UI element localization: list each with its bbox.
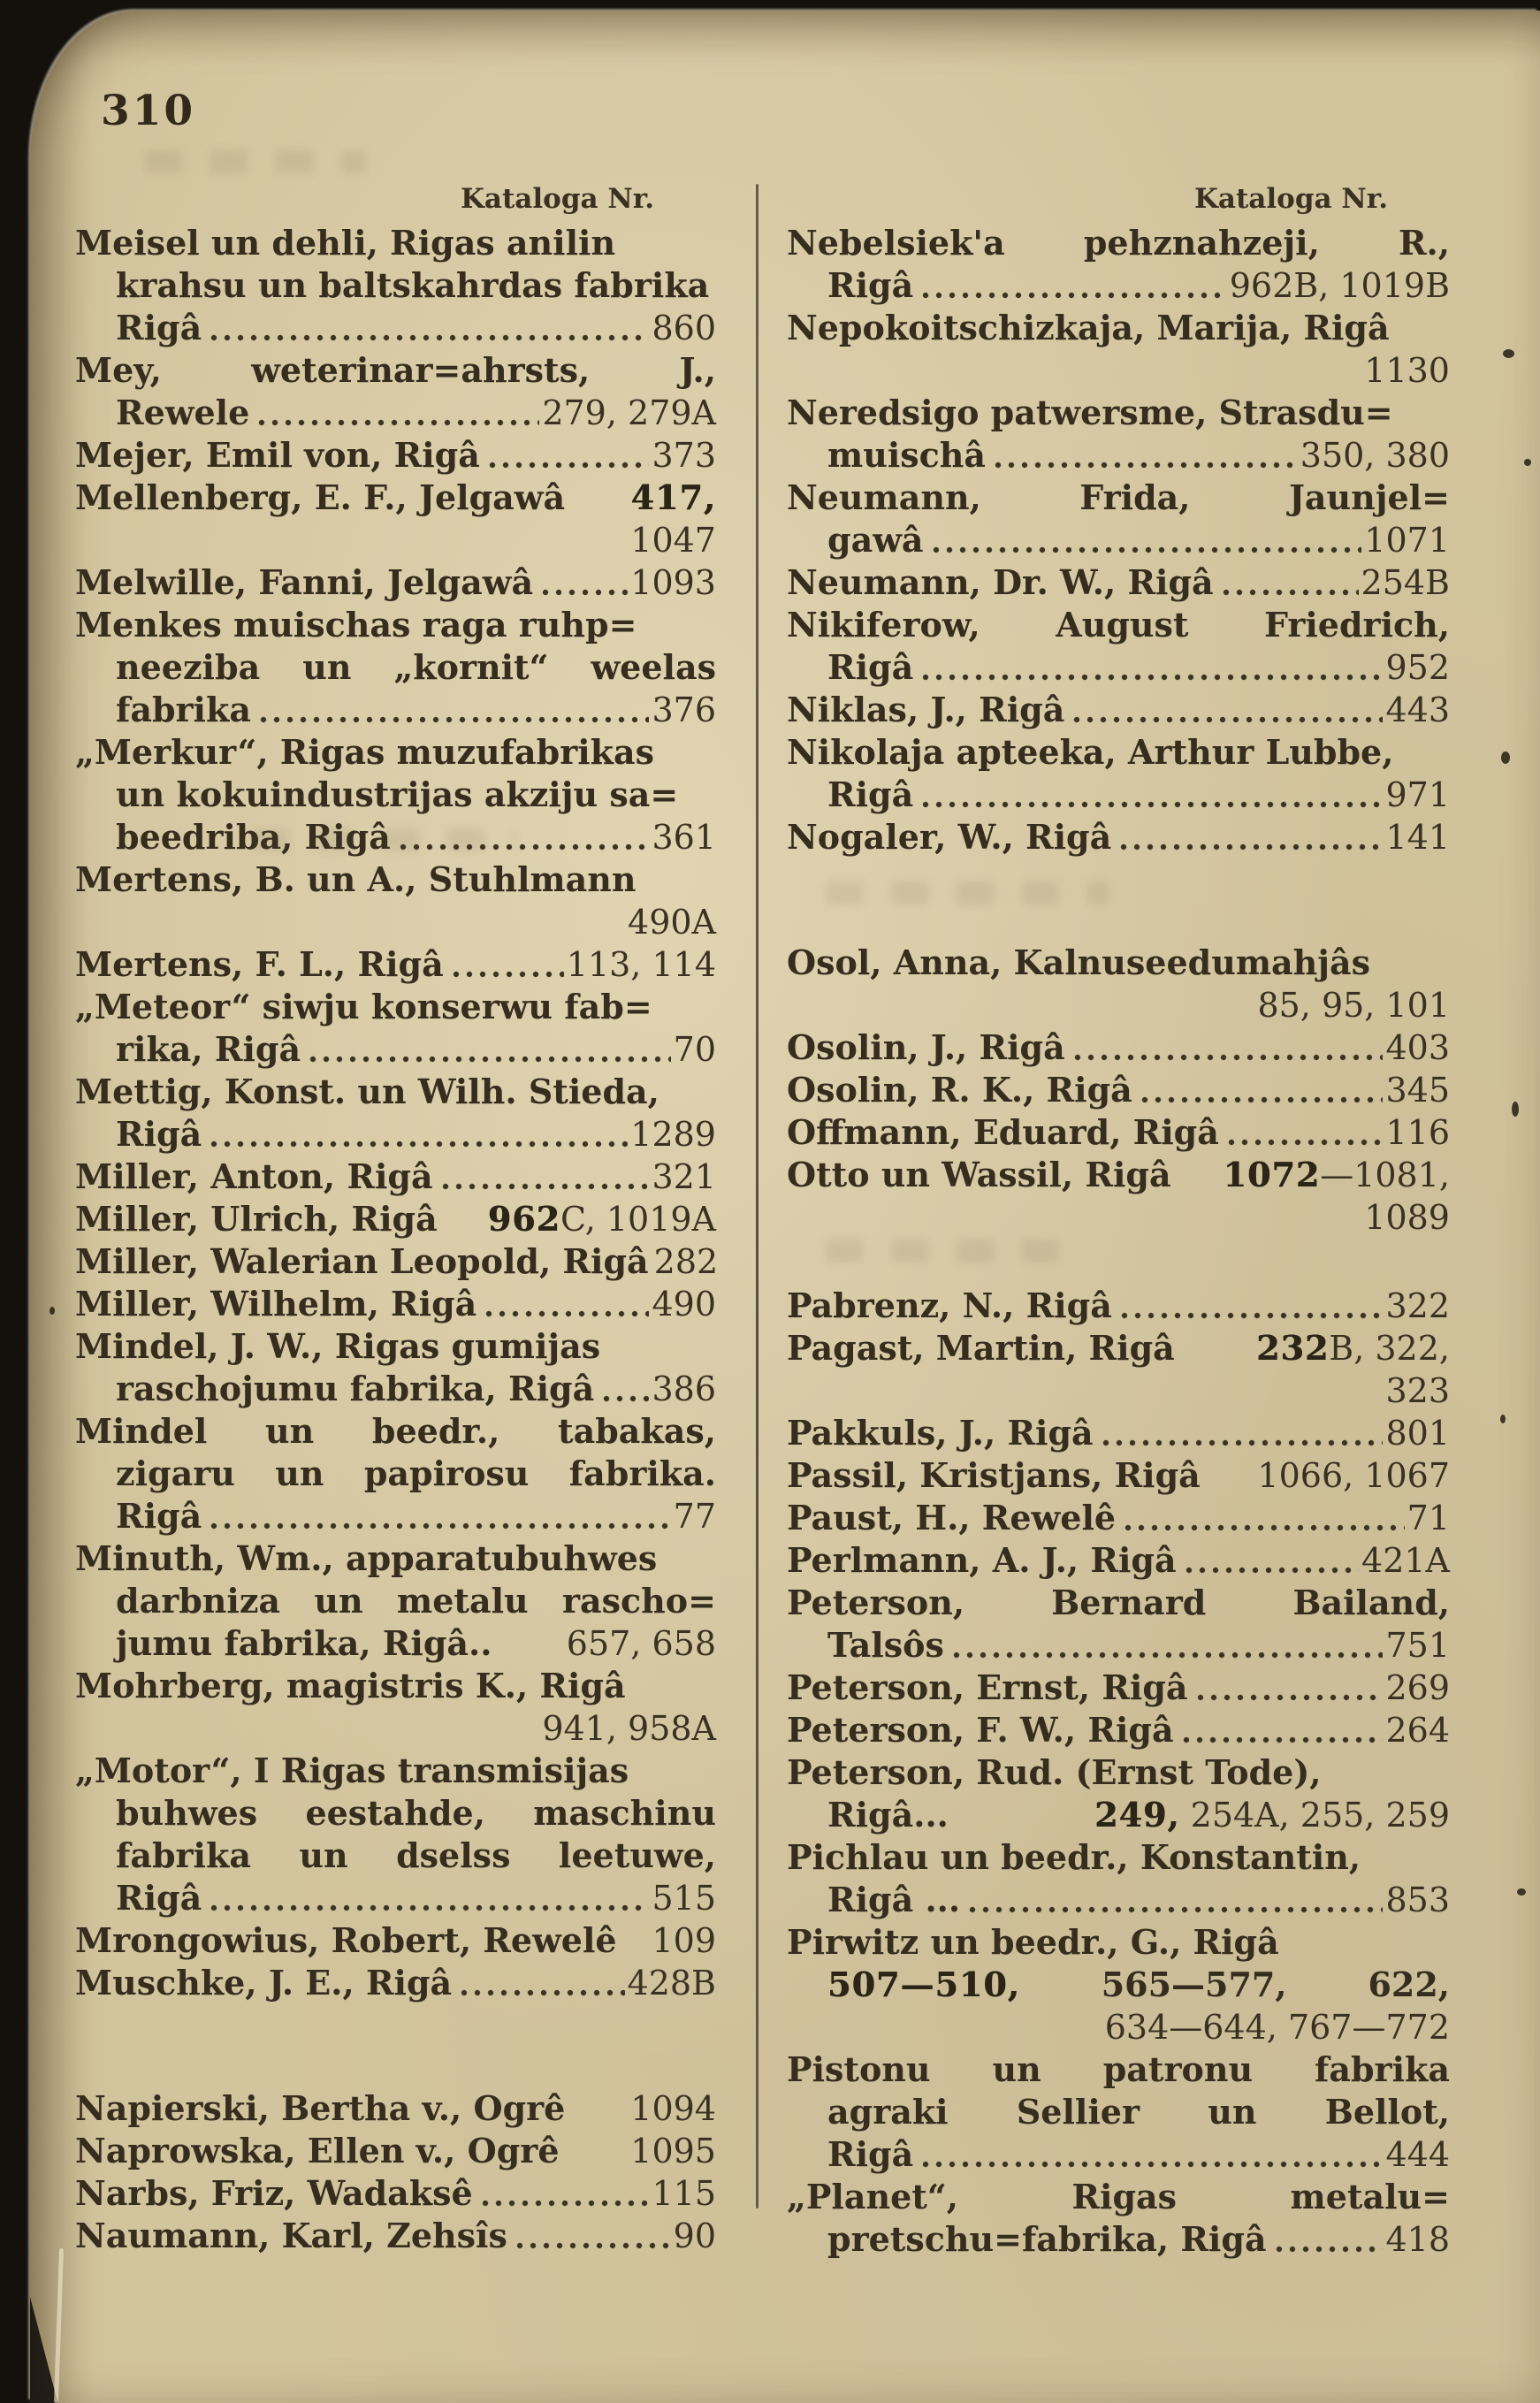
index-entry: [75, 477, 716, 561]
index-entry: [75, 1410, 716, 1537]
entry-line: Miller, Walerian Leopold, Rigâ 282: [75, 1241, 719, 1281]
entry-line: Rewele 279, 279A: [116, 393, 716, 432]
entry-line: Mellenberg, E. F., Jelgawâ 417,: [75, 477, 716, 517]
entry-line: Melwille, Fanni, Jelgawâ 1093: [75, 562, 716, 602]
entry-line: Rigâ 962B, 1019B: [827, 265, 1450, 305]
column-header-kataloga-nr: Kataloga Nr.: [1193, 183, 1388, 215]
entry-line: Nikiferow, August Friedrich,: [787, 605, 1450, 645]
entry-line: darbniza un metalu rascho=: [116, 1581, 716, 1621]
index-entry: [75, 1962, 716, 2004]
index-entry: [787, 1285, 1450, 1327]
entry-line: Peterson, Bernard Bailand,: [787, 1583, 1450, 1622]
entry-line: agraki Sellier un Bellot,: [827, 2092, 1450, 2132]
index-entry: [75, 943, 716, 986]
entry-line: Muschke, J. E., Rigâ 428B: [75, 1963, 716, 2002]
entry-line: Rigâ 515: [116, 1878, 716, 1918]
index-entry: [787, 1709, 1450, 1751]
entry-line: Mettig, Konst. un Wilh. Stieda,: [75, 1072, 659, 1111]
entry-line: fabrika un dselss leetuwe,: [116, 1835, 716, 1875]
entry-line: un kokuindustrijas akziju sa=: [116, 774, 679, 814]
index-entry: [787, 222, 1450, 307]
index-entry: [787, 1751, 1450, 1836]
index-entry: [75, 1240, 719, 1283]
entry-line: „Meteor“ siwju konserwu fab=: [75, 987, 652, 1026]
entry-line: Meisel un dehli, Rigas anilin: [75, 223, 616, 263]
index-entry: [75, 1919, 716, 1962]
index-entry: [75, 1156, 716, 1198]
entry-line: Nepokoitschizkaja, Marija, Rigâ: [787, 308, 1390, 347]
entry-line: Rigâ 971: [827, 774, 1450, 814]
entry-line: Miller, Ulrich, Rigâ 962C, 1019A: [75, 1199, 716, 1239]
index-entry: [787, 392, 1450, 477]
entry-line: krahsu un baltskahrdas fabrika: [116, 265, 710, 305]
index-entry: [787, 561, 1450, 604]
entry-line: jumu fabrika, Rigâ.. 657, 658: [116, 1623, 716, 1663]
entry-line: gawâ 1071: [827, 520, 1450, 560]
entry-line: 634—644, 767—772: [1104, 2008, 1450, 2047]
entry-line: Minuth, Wm., apparatubuhwes: [75, 1538, 658, 1578]
entry-line: Niklas, J., Rigâ 443: [787, 690, 1450, 729]
index-entry: [787, 307, 1450, 392]
entry-line: fabrika 376: [116, 690, 716, 729]
index-entry: [75, 1283, 716, 1325]
entry-line: Rigâ 860: [116, 308, 716, 347]
index-entry: [75, 2130, 716, 2172]
entry-line: Pirwitz un beedr., G., Rigâ: [787, 1922, 1279, 1962]
entry-line: neeziba un „kornit“ weelas: [116, 647, 716, 687]
index-entry: [75, 434, 716, 477]
entry-line: Perlmann, A. J., Rigâ 421A: [787, 1540, 1450, 1580]
bleedthrough-smudge: [826, 881, 1109, 904]
entry-line: Mindel, J. W., Rigas gumijas: [75, 1326, 601, 1366]
index-entry: [75, 1071, 716, 1156]
ink-speck: [1512, 1102, 1519, 1117]
entry-line: 1047: [630, 521, 716, 560]
entry-line: Narbs, Friz, Wadaksê 115: [75, 2173, 716, 2213]
entry-line: pretschu=fabrika, Rigâ 418: [827, 2219, 1450, 2259]
entry-line: Osolin, R. K., Rigâ 345: [787, 1070, 1450, 1110]
index-column-right: [787, 181, 1450, 2261]
column-header-kataloga-nr: Kataloga Nr.: [460, 183, 654, 215]
entry-line: Talsôs 751: [827, 1625, 1450, 1665]
entry-line: Mertens, B. un A., Stuhlmann: [75, 859, 637, 899]
entry-line: Passil, Kristjans, Rigâ 1066, 1067: [787, 1455, 1450, 1495]
entry-line: Pakkuls, J., Rigâ 801: [787, 1413, 1450, 1453]
index-entry: [75, 986, 716, 1071]
index-entry: [75, 1665, 716, 1750]
entry-line: 1089: [1364, 1198, 1450, 1237]
entry-line: Otto un Wassil, Rigâ 1072—1081,: [787, 1155, 1450, 1194]
entry-line: muischâ 350, 380: [827, 435, 1450, 475]
entry-line: Rigâ 1289: [116, 1114, 716, 1154]
bleedthrough-smudge: [826, 1240, 1082, 1263]
index-entry: [787, 477, 1450, 561]
index-entry: [787, 1069, 1450, 1111]
entry-line: Osolin, J., Rigâ 403: [787, 1027, 1450, 1067]
entry-line: Neumann, Frida, Jaunjel=: [787, 477, 1450, 517]
ink-speck: [1524, 459, 1531, 466]
entry-line: Naprowska, Ellen v., Ogrê 1095: [75, 2131, 716, 2170]
book-page: [30, 11, 1540, 2403]
column-divider-rule: [756, 184, 759, 2208]
entry-line: raschojumu fabrika, Rigâ 386: [116, 1369, 716, 1408]
entry-line: Mejer, Emil von, Rigâ 373: [75, 435, 716, 475]
ink-speck: [50, 1307, 55, 1315]
index-entry: [787, 2048, 1450, 2176]
index-entry: [787, 1836, 1450, 1921]
entry-list-left: [75, 222, 719, 2257]
index-entry: [787, 1539, 1450, 1582]
entry-line: Peterson, Ernst, Rigâ 269: [787, 1667, 1450, 1707]
entry-line: 85, 95, 101: [1257, 986, 1450, 1025]
index-entry: [75, 1750, 716, 1919]
index-entry: [75, 604, 716, 731]
entry-line: 490A: [628, 903, 716, 942]
entry-line: Napierski, Bertha v., Ogrê 1094: [75, 2088, 716, 2128]
entry-line: zigaru un papirosu fabrika.: [116, 1453, 716, 1493]
entry-line: Peterson, F. W., Rigâ 264: [787, 1710, 1450, 1750]
entry-line: Rigâ ... 853: [827, 1880, 1450, 1919]
entry-line: Mohrberg, magistris K., Rigâ: [75, 1666, 626, 1705]
entry-line: Miller, Anton, Rigâ 321: [75, 1156, 716, 1196]
entry-line: Nebelsiek'a pehznahzeji, R.,: [787, 223, 1450, 263]
index-entry: [787, 1582, 1450, 1667]
entry-line: Peterson, Rud. (Ernst Tode),: [787, 1752, 1322, 1792]
entry-line: rika, Rigâ 70: [116, 1029, 716, 1069]
index-entry: [787, 1026, 1450, 1069]
entry-line: Paust, H., Rewelê 71: [787, 1498, 1450, 1537]
index-entry: [787, 1154, 1450, 1239]
index-entry: [75, 222, 716, 349]
entry-line: Rigâ 444: [827, 2134, 1450, 2174]
index-entry: [787, 1412, 1450, 1454]
entry-line: Mey, weterinar=ahrsts, J.,: [75, 350, 716, 390]
index-entry: [787, 1667, 1450, 1709]
entry-line: 507—510, 565—577, 622,: [827, 1964, 1450, 2004]
entry-line: 1130: [1364, 351, 1450, 390]
index-entry: [75, 2172, 716, 2215]
index-column-left: [75, 181, 719, 2257]
index-entry: [787, 942, 1450, 1026]
index-entry: [787, 1921, 1450, 2048]
index-entry: [787, 604, 1450, 689]
index-entry: [75, 2087, 716, 2130]
entry-line: Osol, Anna, Kalnuseedumahjâs: [787, 942, 1371, 982]
entry-line: „Motor“, I Rigas transmisijas: [75, 1751, 629, 1790]
entry-line: Rigâ 952: [827, 647, 1450, 687]
entry-line: „Merkur“, Rigas muzufabrikas: [75, 732, 655, 772]
index-entry: [75, 2215, 716, 2257]
index-entry: [75, 1198, 716, 1240]
index-entry: [75, 1537, 716, 1665]
entry-line: Mindel un beedr., tabakas,: [75, 1411, 716, 1451]
ink-speck: [1501, 751, 1510, 764]
index-entry: [787, 1454, 1450, 1497]
entry-line: Mrongowius, Robert, Rewelê 109: [75, 1920, 716, 1960]
index-entry: [787, 689, 1450, 731]
entry-line: Nogaler, W., Rigâ 141: [787, 817, 1450, 857]
bleedthrough-smudge: [145, 150, 366, 173]
index-entry: [787, 731, 1450, 816]
entry-line: Pichlau un beedr., Konstantin,: [787, 1837, 1361, 1877]
entry-line: „Planet“, Rigas metalu=: [787, 2177, 1450, 2216]
entry-line: Pagast, Martin, Rigâ 232B, 322,: [787, 1328, 1450, 1368]
index-entry: [75, 561, 716, 604]
index-entry: [787, 1497, 1450, 1539]
entry-line: Nikolaja apteeka, Arthur Lubbe,: [787, 732, 1394, 772]
entry-line: buhwes eestahde, maschinu: [116, 1793, 716, 1833]
entry-line: 941, 958A: [542, 1709, 716, 1748]
page-number: 310: [101, 87, 196, 135]
ink-speck: [1503, 349, 1514, 358]
entry-line: Offmann, Eduard, Rigâ 116: [787, 1112, 1450, 1152]
index-entry: [75, 858, 716, 943]
index-entry: [787, 1111, 1450, 1154]
entry-line: beedriba, Rigâ 361: [116, 817, 716, 857]
ink-speck: [1500, 1415, 1506, 1423]
entry-line: Mertens, F. L., Rigâ 113, 114: [75, 944, 716, 984]
index-entry: [75, 1325, 716, 1410]
entry-line: Miller, Wilhelm, Rigâ 490: [75, 1284, 716, 1324]
entry-line: Neredsigo patwersme, Strasdu=: [787, 393, 1393, 432]
index-entry: [787, 1327, 1450, 1412]
entry-line: 323: [1385, 1371, 1450, 1410]
entry-line: Naumann, Karl, Zehsîs 90: [75, 2216, 716, 2255]
index-entry: [787, 816, 1450, 858]
index-entry: [787, 2176, 1450, 2261]
index-entry: [75, 349, 716, 434]
entry-line: Menkes muischas raga ruhp=: [75, 605, 637, 645]
entry-line: Pistonu un patronu fabrika: [787, 2049, 1450, 2089]
bleedthrough-smudge: [251, 828, 516, 851]
ink-speck: [1517, 1888, 1526, 1896]
entry-line: Pabrenz, N., Rigâ 322: [787, 1285, 1450, 1325]
entry-line: Rigâ 77: [116, 1496, 716, 1536]
entry-line: Rigâ... 249, 254A, 255, 259: [827, 1795, 1450, 1835]
entry-line: Neumann, Dr. W., Rigâ 254B: [787, 562, 1450, 602]
